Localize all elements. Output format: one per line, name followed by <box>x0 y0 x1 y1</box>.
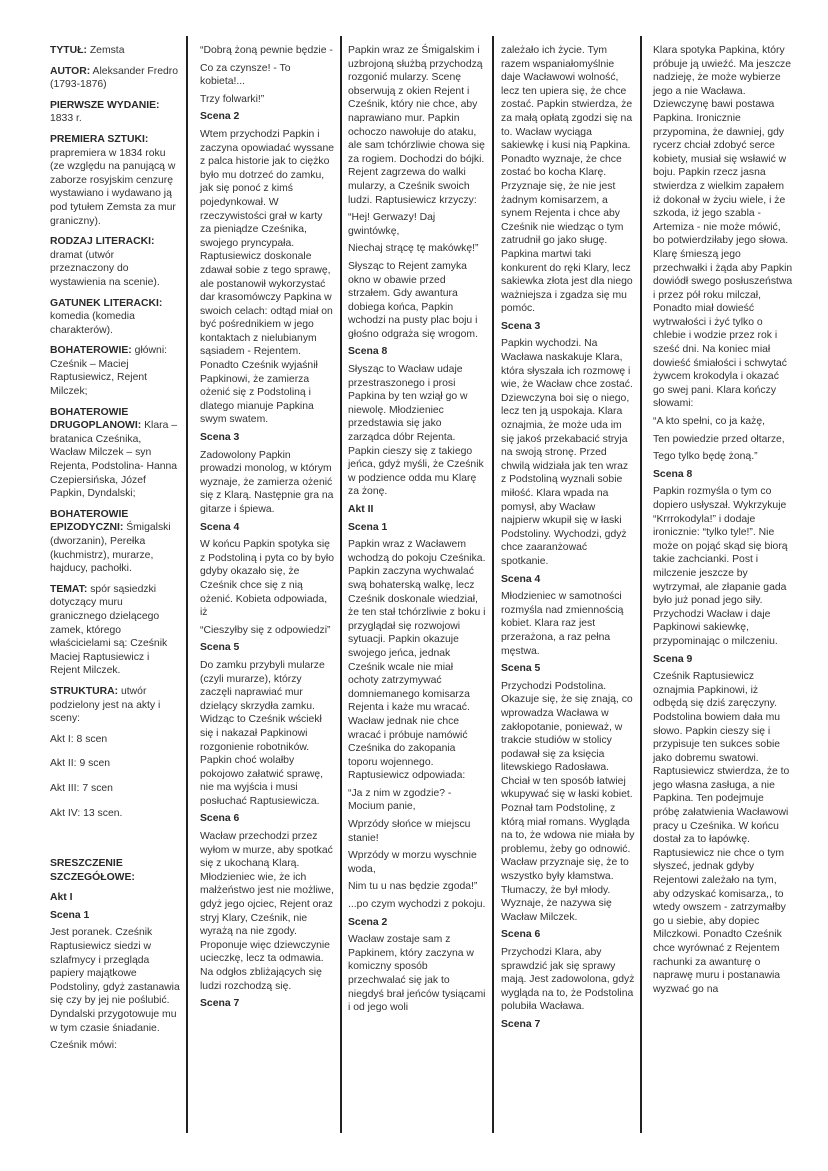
column-5 <box>653 44 793 1000</box>
scene-text: Słysząc to Wacław udaje przestraszonego i prosi Papkina by ten wziął go w niewolę. Młodzieniec przedstawia się jako zarządca dóbr Rejenta. Papkin cieszy się z takiego jeńca, gdyż myśli, że Cześnik w podzience odda mu Klarę za żonę. <box>348 364 484 498</box>
scene-heading: Scena 2 <box>200 111 240 123</box>
scene-heading: Scena 5 <box>501 663 541 675</box>
summary-heading: SRESZCZENIE SZCZEGÓŁOWE: <box>50 858 135 883</box>
scene-heading: Scena 4 <box>200 521 240 533</box>
column-2 <box>200 44 335 1015</box>
scene-heading: Scena 7 <box>200 998 240 1010</box>
scene-text: Wtem przychodzi Papkin i zaczyna opowiadać wyssane z palca historie jak to ciężko było mu dotrzeć do zamku, jak się ponoć z kimś pojedynkował. W rzeczywistości grał w karty za pieniądze Cześnika, swojego pryncypała. Raptusiewicz doskonale zdawał sobie z tego sprawę, ale postanowił wykorzystać dar krasomówczy Papkina w swoich celach: odtąd miał on być pośrednikiem w jego kontaktach z nielubianym sąsiadem - Rejentem. Ponadto Cześnik wyjaśnił Papkinowi, że zamierza ożenić się z Podstoliną i dlatego mianuje Papkina swym swatem. <box>200 128 334 426</box>
quote-line: “Dobrą żoną pewnie będzie - <box>200 45 333 56</box>
act-count: Akt IV: 13 scen. <box>50 807 123 819</box>
act-count: Akt I: 8 scen <box>50 733 108 745</box>
theme-entry: TEMAT: spór sąsiedzki dotyczący muru granicznego dzielącego zamek, którego właścicielami są: Cześnik Maciej Raptusiewicz i Rejent Milczek. <box>50 583 168 677</box>
author-entry: AUTOR: Aleksander Fredro (1793-1876) <box>50 65 179 91</box>
quote-line: “A kto spełni, co ja każę, <box>653 416 766 428</box>
scene-heading: Scena 2 <box>348 916 388 928</box>
quote-line: Co za czynsze! - To kobieta!... <box>200 62 291 88</box>
quote-line: Nim tu u nas będzie zgoda!” <box>348 881 478 893</box>
scene-heading: Scena 6 <box>200 813 240 825</box>
title-entry: TYTUŁ: Zemsta <box>50 45 125 56</box>
episodic-characters-entry: BOHATEROWIE EPIZODYCZNI: Śmigalski (dworzanin), Perełka (kuchmistrz), murarze, hajducy, pachołki. <box>50 508 171 575</box>
scene-text: ...po czym wychodzi z pokoju. <box>348 899 486 911</box>
column-divider <box>492 36 494 1133</box>
quote-line: Tego tylko będę żoną.” <box>653 451 758 463</box>
premiere-entry: PREMIERA SZTUKI: prapremiera w 1834 roku (ze względu na panującą w zaborze rosyjskim cenzurę wystawiano i wydawano ją pod tytułem Zemsta za mur graniczny). <box>50 133 176 227</box>
quote-line: Trzy folwarki!” <box>200 93 265 105</box>
scene-heading: Scena 3 <box>200 432 240 444</box>
column-4 <box>501 44 636 1036</box>
scene-text: Jest poranek. Cześnik Raptusiewicz siedzi w szlafmycy i przegląda papiery majątkowe Podstoliny, gdyż zastanawia się czy by jej nie poślubić. Dyndalski przygotowuje mu w tym czasie śniadanie. <box>50 927 180 1034</box>
column-1 <box>50 44 180 1060</box>
scene-heading: Scena 3 <box>501 320 541 332</box>
scene-text: zależało ich życie. Tym razem wspaniałomyślnie daje Wacławowi wolność, lecz ten upiera się, że chce zostać. Papkin stwierdza, że za małą opłatą zgodzi się na to. Wacław wyciąga sakiewkę i kusi nią Papkina. Ponadto wyznaje, że chce zostać bo kocha Klarę. Przyznaje się, że nie jest żadnym komisarzem, a synem Rejenta i chce aby Cześnik nie wiedząc o tym zatrudnił go jako sługę. Papkina martwi taki konkurent do ręki Klary, lecz sakiewka złota jest dla niego ważniejsza i zgadza się mu pomóc. <box>501 45 633 315</box>
column-3 <box>348 44 486 1019</box>
scene-text: Zadowolony Papkin prowadzi monolog, w którym wyznaje, że zamierza ożenić się z Klarą. Następnie gra na gitarze i śpiewa. <box>200 449 334 515</box>
column-divider <box>640 36 642 1133</box>
scene-text: Wacław zostaje sam z Papkinem, który zaczyna w komiczny sposób przechwalać się jak to niegdyś brał jeńców tysiącami i od jego woli <box>348 934 486 1014</box>
scene-heading: Scena 7 <box>501 1018 541 1030</box>
scene-text: Wacław przechodzi przez wyłom w murze, aby spotkać się z ukochaną Klarą. Młodzieniec wie, że ich małżeństwo jest nie możliwe, gdyż jego ojciec, Rejent oraz stryj Klary, Cześnik, nie wyrażą na nie zgody. Proponuje więc dziewczynie ucieczkę, lecz ta odmawia. Na odgłos zbliżających się ludzi rozchodzą się. <box>200 831 334 992</box>
scene-text: Cześnik mówi: <box>50 1040 117 1052</box>
scene-heading: Scena 1 <box>348 521 388 533</box>
scene-heading: Scena 9 <box>653 653 693 665</box>
quote-line: “Cieszyłby się z odpowiedzi” <box>200 624 331 636</box>
quote-line: Wprzódy słońce w miejscu stanie! <box>348 819 471 844</box>
structure-entry: STRUKTURA: utwór podzielony jest na akty i sceny: <box>50 685 161 725</box>
first-edition-entry: PIERWSZE WYDANIE: 1833 r. <box>50 99 160 125</box>
scene-heading: Scena 5 <box>200 642 240 654</box>
act-heading: Akt I <box>50 892 73 904</box>
act-count: Akt II: 9 scen <box>50 758 111 770</box>
quote-line: “Ja z nim w zgodzie? - Mocium panie, <box>348 787 452 813</box>
scene-heading: Scena 6 <box>501 929 541 941</box>
quote-line: Ten powiedzie przed ołtarze, <box>653 433 785 445</box>
scene-text: Cześnik Raptusiewicz oznajmia Papkinowi, iż odbędą się dziś zaręczyny. Podstolina bowiem dała mu słowo. Papkin cieszy się i przypisuje ten sukces sobie jako dobremu swatowi. Raptusiewicz stwierdza, że to jego własna zasługa, a nie Papkina. Ten podejmuje próbę załatwienia Wacławowi pracy u Cześnika. W końcu dostał za to łapówkę. Raptusiewicz nie chce o tym słyszeć, jednak gdyby Rejentowi zależało na tym, aby odzyskać komisarza,, to wtedy owszem - zatrzymałby go u siebie, aby dopiec Milczkowi. Ponadto Cześnik chce wyrównać z Rejentem rachunki za awanturę o naprawę muru i postanawia wyzwać go na <box>653 671 790 995</box>
scene-text: Młodzieniec w samotności rozmyśla nad zmiennością kobiet. Klara raz jest przerażona, a raz pełna męstwa. <box>501 591 624 657</box>
scene-text: Papkin wychodzi. Na Wacława naskakuje Klara, która słyszała ich rozmowę i wie, że Wacław chce zostać. Dziewczyna boi się o niego, lecz ten ją uspokaja. Klara oznajmia, że może uda im się jakoś przekabacić stryja na swoją stronę. Przed chwilą widziała jak ten wraz z Podstoliną wyznali sobie miłość. Klara wpada na pomysł, aby Wacław najpierw wkupił się w łaski Podstoliny. Wychodzi, gdyż chce zaaranżować spotkanie. <box>501 338 633 567</box>
scene-text: Papkin wraz z Wacławem wchodzą do pokoju Cześnika. Papkin zaczyna wychwalać swą bohaterską walkę, lecz Cześnik doskonale wiedział, że ten stał tchórzliwie z boku i przyglądał się rozwojowi sytuacji. Papkin okazuje swojego jeńca, jednak Cześnik wcale nie miał ochoty zatrzymywać domniemanego komisarza Rejenta i każe mu wracać. Wacław jednak nie chce wracać i próbuje namówić Cześnika do zakopania toporu wojennego. Raptusiewicz odpowiada: <box>348 539 486 782</box>
scene-text: Papkin rozmyśla o tym co dopiero usłyszał. Wykrzykuje “Krrrokodyla!” i dodaje ironicznie: “tylko tyle!”. Nie może on pojąć skąd się biorą takie zachcianki. Post i milczenie jeszcze by wytrzymał, ale złapanie gada było już ponad jego siły. Przychodzi Wacław i daje Papkinowi sakiewkę, przypominając o milczeniu. <box>653 486 788 647</box>
scene-text: Słysząc to Rejent zamyka okno w obawie przed strzałem. Gdy awantura dobiega końca, Papkin wchodzi na pusty plac boju i głośno odgraża się wrogom. <box>348 260 478 340</box>
scene-text: Klara spotyka Papkina, który próbuje ją uwieźć. Ma jeszcze nadzieję, że może wybierze jego a nie Wacława. Dziewczynę bawi postawa Papkina. Ironicznie przypomina, że dawniej, gdy rycerz chciał zdobyć serce kobiety, musiał się wsławić w boju. Papkin rzecz jasna stwierdza z wielkim zapałem iż dokonał w życiu wiele, i że szkoda, iż jego szabla - Artemiza - nie może mówić, bo potwierdziłaby jego słowa. Klarę śmieszą jego przechwałki i żąda aby Papkin dowiódł swego posłuszeństwa i przez pół roku milczał, Ponadto miał dowieść wytrwałości i żyć tylko o chlebie i wodzie przez rok i sześć dni. Na koniec miał dowieść śmiałości i schwytać żywcem krokodyla i okazać go swej pani. Klara kończy słowami: <box>653 45 793 410</box>
quote-line: “Hej! Gerwazy! Daj gwintówkę, <box>348 212 436 237</box>
scene-heading: Scena 1 <box>50 909 90 921</box>
scene-text: W końcu Papkin spotyka się z Podstoliną i pyta co by było gdyby okazało się, że Cześnik chce się z nią ożenić. Kobieta odpowiada, iż <box>200 539 334 619</box>
quote-line: Wprzódy w morzu wyschnie woda, <box>348 850 477 875</box>
main-characters-entry: BOHATEROWIE: główni: Cześnik – Maciej Raptusiewicz, Rejent Milczek; <box>50 345 168 398</box>
act-heading: Akt II <box>348 504 374 515</box>
act-count: Akt III: 7 scen <box>50 782 113 794</box>
column-divider <box>186 36 188 1133</box>
scene-heading: Scena 8 <box>653 468 693 480</box>
scene-text: Do zamku przybyli mularze (czyli murarze), którzy zaczęli naprawiać mur dzielący skrzydła zamku. Widząc to Cześnik wściekł się i nakazał Papkinowi rozgonienie robotników. Papkin choć wolałby pokojowo załatwić sprawę, nie ma wyjścia i musi posłuchać Raptusiewicza. <box>200 659 325 807</box>
scene-text: Przychodzi Klara, aby sprawdzić jak się sprawy mają. Jest zadowolona, gdyż wygląda na to, że Podstolina polubiła Wacława. <box>501 947 635 1013</box>
scene-text: Przychodzi Podstolina. Okazuje się, że się znają, co wprowadza Wacława w zakłopotanie, ponieważ, w trakcie studiów w stolicy podawał się za księcia litewskiego Radosława. Chciał w ten sposób łatwiej wkupywać się w łaski kobiet. Poznał tam Podstolinę, z którą miał romans. Wygląda na to, że wdowa nie miała by problemu, żeby go odnowić. Wacław przyznaje się, że to wszystko były kłamstwa. Tłumaczy, że był młody. Wyznaje, że nazywa się Wacław Milczek. <box>501 680 635 923</box>
genre-entry: GATUNEK LITERACKI: komedia (komedia charakterów). <box>50 297 163 336</box>
scene-heading: Scena 4 <box>501 573 541 585</box>
genre-kind-entry: RODZAJ LITERACKI: dramat (utwór przeznaczony do wystawienia na scenie). <box>50 236 160 288</box>
scene-text: Papkin wraz ze Śmigalskim i uzbrojoną służbą przychodzą rozgonić mularzy. Scenę obserwują z okien Rejent i Cześnik, który nie chce, aby naprawiano mur. Papkin ochoczo nawołuje do ataku, ale sam tchórzliwie chowa się za rogiem. Dochodzi do bójki. Rejent zagrzewa do walki mularzy, a Cześnik swoich ludzi. Raptusiewicz krzyczy: <box>348 45 485 206</box>
quote-line: Niechaj strącę tę makówkę!” <box>348 243 479 255</box>
scene-heading: Scena 8 <box>348 346 388 358</box>
secondary-characters-entry: BOHATEROWIE DRUGOPLANOWI: Klara – bratanica Cześnika, Wacław Milczek – syn Rejenta, Podstolina- Hanna Czepiersińska, Józef Papkin, Dyndalski; <box>50 406 178 500</box>
column-divider <box>340 36 342 1133</box>
